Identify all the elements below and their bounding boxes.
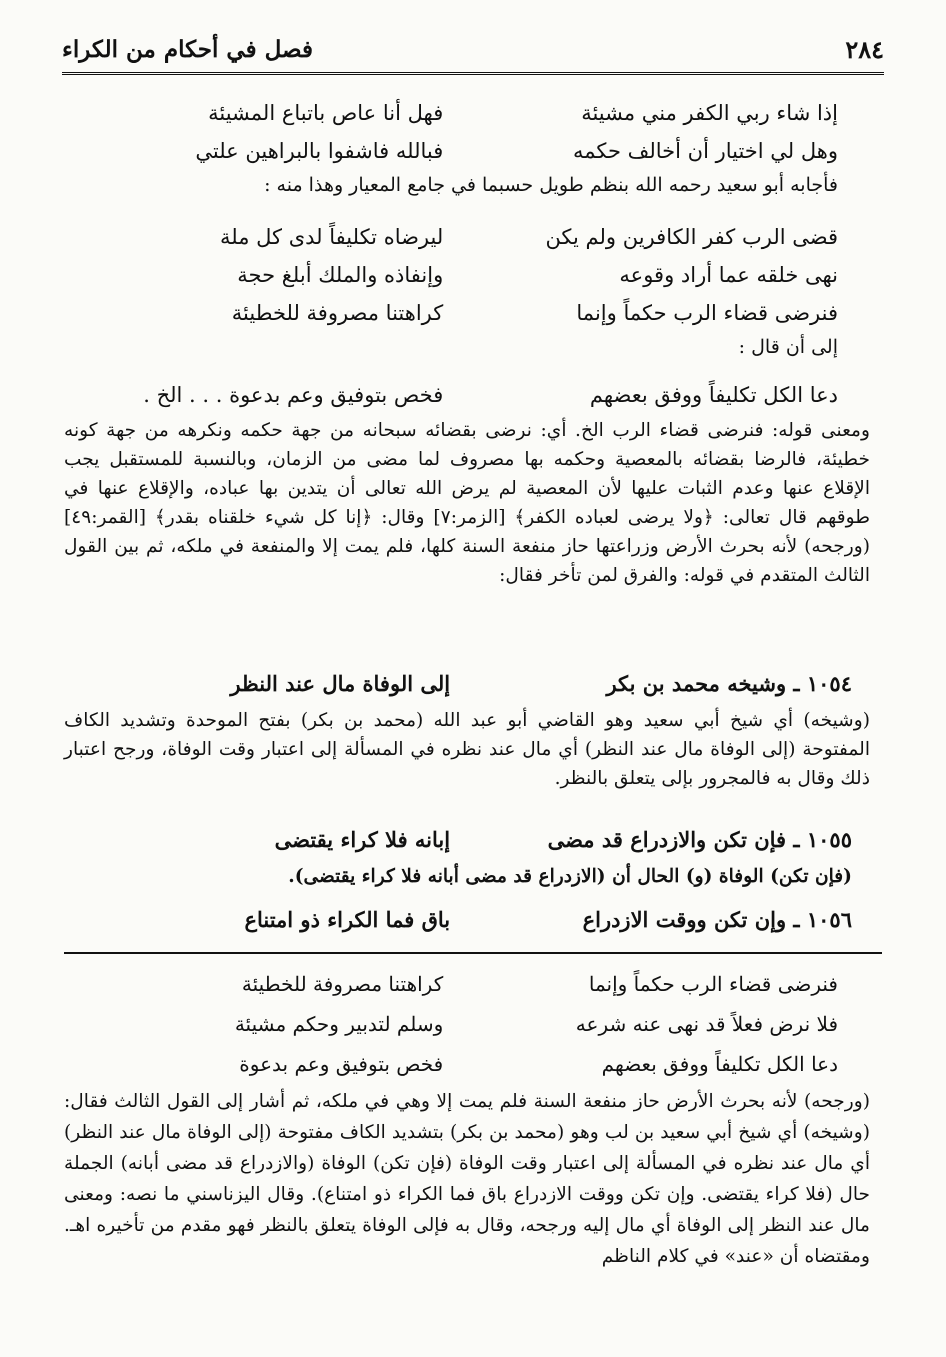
numbered-verse	[64, 820, 852, 858]
verse-line	[64, 294, 838, 332]
numbered-verse	[64, 664, 852, 702]
verse-line	[64, 1044, 838, 1084]
verse-hemistich: فخص بتوفيق وعم بدعوة . . . الخ .	[143, 383, 444, 407]
commentary-paragraph: ومعنى قوله: فنرضى قضاء الرب الخ. أي: نرضى بقضائه سبحانه من جهة حكمه ونكرهه من جهة كونه خطيئة، فالرضا بقضائه بالمعصية وحكمه بها مصروف لما مضى من الزمان، وبالنسبة للمستقبل يجب الإقلاع عنها وعدم الثبات عليها لأن المعصية لم يرض الله تعالى أن يتدين بها عباده، والإقلاع عنها في طوقهم قال تعالى: ﴿ولا يرضى لعباده الكفر﴾ [الزمر:٧] وقال: ﴿إنا كل شيء خلقناه بقدر﴾ [القمر:٤٩] (ورجحه) لأنه بحرث الأرض وزراعتها حاز منفعة السنة كلها، فلم يمت إلا والمنفعة في ملكه، ثم بين القول الثالث المتقدم في قوله: والفرق لمن تأخر فقال:	[64, 420, 870, 586]
verse-hemistich: باق فما الكراء ذو امتناع	[244, 906, 451, 932]
verse-hemistich: إبانه فلا كراء يقتضى	[274, 826, 451, 852]
intro-line: فأجابه أبو سعيد رحمه الله بنظم طويل حسبما في جامع المعيار وهذا منه :	[264, 174, 838, 196]
verse-hemistich: كراهتنا مصروفة للخطيئة	[241, 972, 444, 996]
verse-hemistich: دعا الكل تكليفاً ووفق بعضهم	[589, 383, 838, 407]
verse-hemistich: دعا الكل تكليفاً ووفق بعضهم	[601, 1052, 838, 1076]
verse-line	[64, 132, 838, 170]
verse-hemistich: ليرضاه تكليفاً لدى كل ملة	[220, 225, 444, 249]
verse-hemistich: ١٠٥٥ ـ فإن تكن والازدراع قد مضى	[547, 826, 852, 852]
verse-hemistich: وسلم لتدبير وحكم مشيئة	[234, 1012, 444, 1036]
verse-hemistich: فخص بتوفيق وعم بدعوة	[239, 1052, 444, 1076]
verse-line	[64, 964, 838, 1004]
verse-hemistich: فلا نرض فعلاً قد نهى عنه شرعه	[575, 1012, 838, 1036]
verse-hemistich: فنرضى قضاء الرب حكماً وإنما	[588, 972, 838, 996]
verse-hemistich: نهى خلقه عما أراد وقوعه	[619, 263, 838, 287]
verse-hemistich: فهل أنا عاص باتباع المشيئة	[208, 101, 444, 125]
verse-hemistich: ١٠٥٤ ـ وشيخه محمد بن بكر	[606, 670, 852, 696]
verse-hemistich: وهل لي اختيار أن أخالف حكمه	[572, 139, 838, 163]
verse-1055	[64, 820, 852, 858]
verse-hemistich: وإنفاذه والملك أبلغ حجة	[237, 263, 444, 287]
numbered-verse	[64, 900, 852, 938]
verse-hemistich: ١٠٥٦ ـ وإن تكن ووقت الازدراع	[582, 906, 852, 932]
footnote-paragraph: (ورجحه) لأنه بحرث الأرض حاز منفعة السنة فلم يمت إلا وهي في ملكه، ثم أشار إلى القول الثالث فقال: (وشيخه) أي شيخ أبي سعيد بن لب وهو (محمد بن بكر) بتشديد الكاف مفتوحة (إلى الوفاة مال عند النظر) أي مال عند نظره في المسألة إلى اعتبار وقت الوفاة (فإن تكن) الوفاة (والازدراع قد مضى أبانه) الجملة حال (فلا كراء يقتضى. وإن تكن ووقت الازدراع باق فما الكراء ذو امتناع). وقال اليزناسني ما نصه: ومعنى مال عند النظر إلى الوفاة أي مال إليه ورجحه، وقال به فإلى الوفاة يتعلق بالنظر فهو مقدم من تأخيره اهـ. ومقتضاه أن «عند» في كلام الناظم	[64, 1091, 870, 1267]
verse-hemistich: قضى الرب كفر الكافرين ولم يكن	[545, 225, 838, 249]
verse-line	[64, 218, 838, 256]
verse-hemistich: فبالله فاشفوا بالبراهين علتي	[195, 139, 444, 163]
verse-hemistich: فنرضى قضاء الرب حكماً وإنما	[576, 301, 838, 325]
chapter-title: فصل في أحكام من الكراء	[62, 35, 313, 63]
verses-continuation	[64, 376, 838, 414]
page-header	[62, 26, 884, 75]
footnote-divider	[64, 952, 882, 954]
footnote-verses	[64, 964, 838, 1084]
verse-line	[64, 1004, 838, 1044]
verses-question	[64, 94, 838, 200]
verse-1056	[64, 900, 852, 938]
verses-answer	[64, 218, 838, 362]
intro-line: إلى أن قال :	[738, 336, 838, 358]
verse-hemistich: إذا شاء ربي الكفر مني مشيئة	[581, 101, 838, 125]
verse-hemistich: إلى الوفاة مال عند النظر	[230, 670, 451, 696]
verse-1054	[64, 664, 852, 702]
verse-line	[64, 94, 838, 132]
verse-hemistich: كراهتنا مصروفة للخطيئة	[231, 301, 444, 325]
page-number: ٢٨٤	[845, 34, 884, 64]
verse-line	[64, 376, 838, 414]
commentary-paragraph: (وشيخه) أي شيخ أبي سعيد وهو القاضي أبو عبد الله (محمد بن بكر) بفتح الموحدة وتشديد الكاف المفتوحة (إلى الوفاة مال عند النظر) أي مال عند نظره في المسألة إلى اعتبار وقت الوفاة، ورجح اعتبار ذلك وقال به فالمجرور بإلى يتعلق بالنظر.	[64, 710, 870, 789]
verse-line	[64, 256, 838, 294]
commentary-paragraph: (فإن تكن) الوفاة (و) الحال أن (الازدراع قد مضى أبانه فلا كراء يقتضى).	[288, 866, 852, 887]
